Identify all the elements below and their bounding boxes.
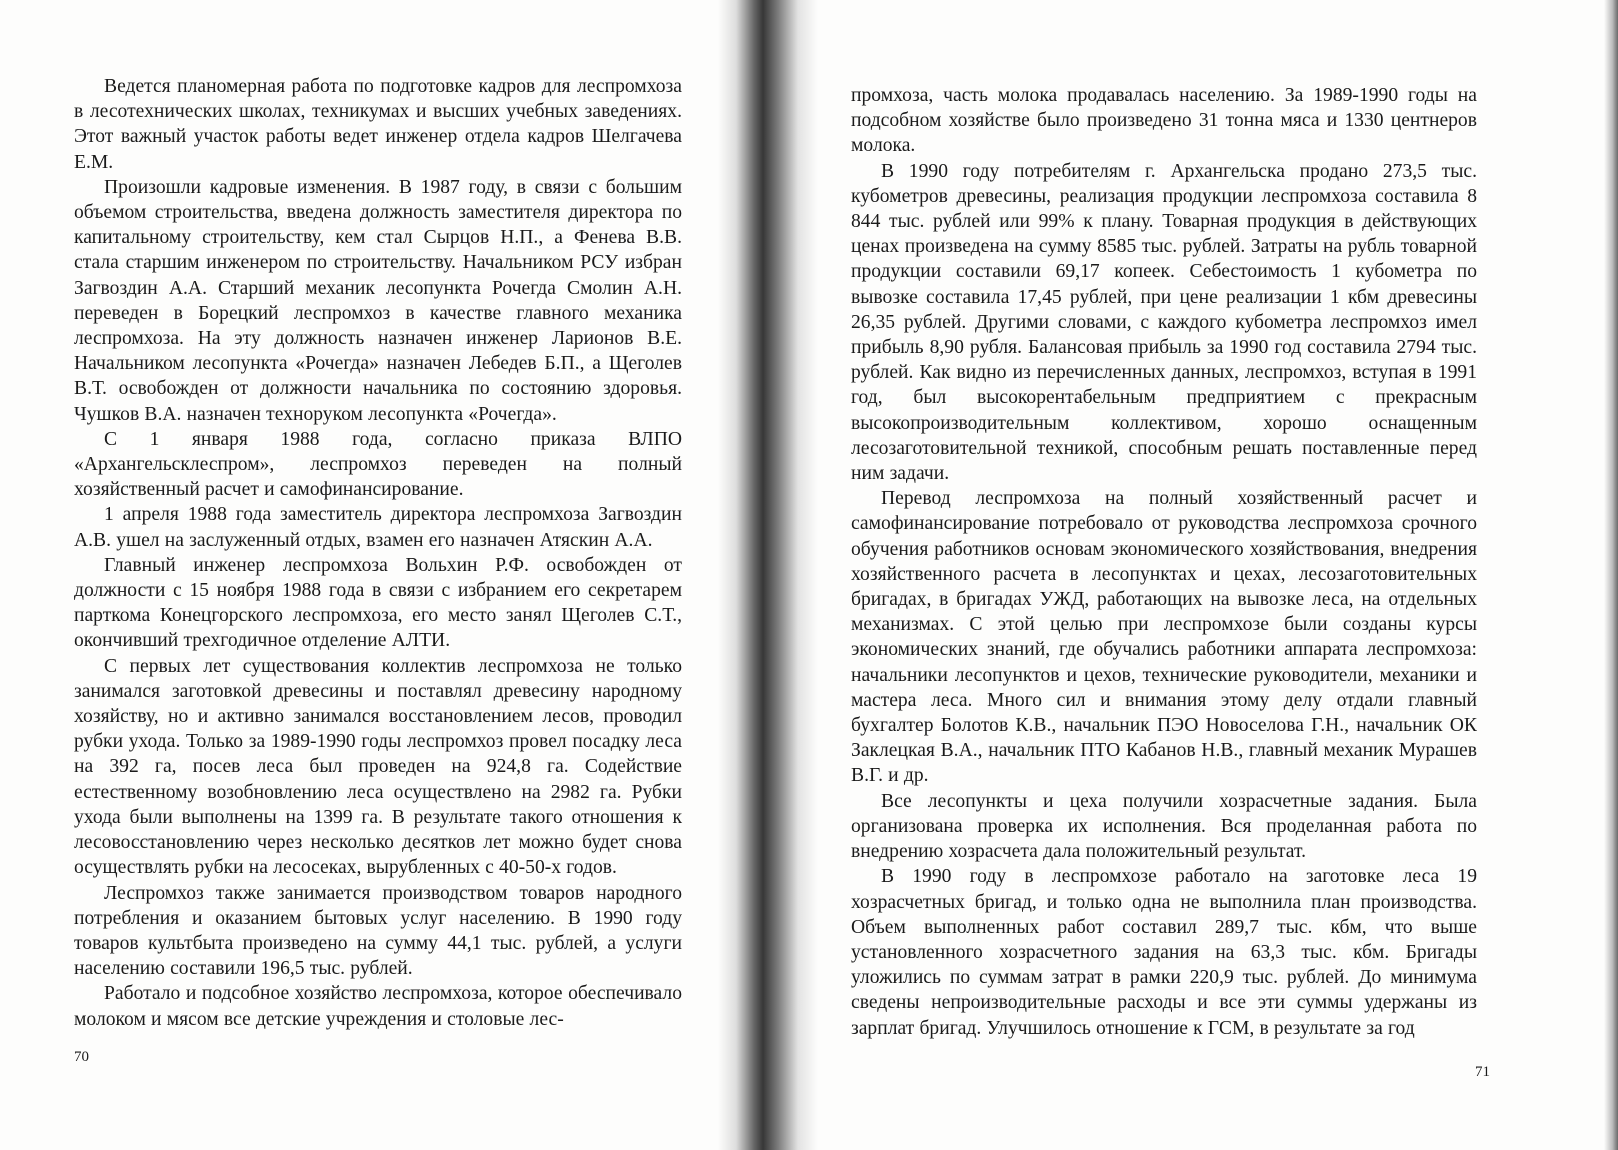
paragraph: промхоза, часть молока продавалась населению. За 1989-1990 годы на подсобном хозяйстве было произведено 31 тонна мяса и 1330 центнеров молока.	[851, 85, 1477, 157]
paragraph: Ведется планомерная работа по подготовке кадров для леспромхоза в лесотехнических школах, техникумах и высших учебных заведениях. Этот важный участок работы ведет инженер отдела кадров Шелгачева Е.М.	[74, 76, 682, 173]
left-page	[0, 0, 760, 1150]
page-number-left: 70	[74, 1049, 89, 1065]
paragraph: Леспромхоз также занимается производством товаров народного потребления и оказанием бытовых услуг населению. В 1990 году товаров культбыта произведено на сумму 44,1 тыс. рублей, а услуги населению составили 196,5 тыс. рублей.	[74, 882, 682, 980]
book-gutter-shadow	[718, 0, 818, 1150]
page-edge-shadow	[1604, 0, 1618, 1150]
paragraph: 1 апреля 1988 года заместитель директора леспромхоза Загвоздин А.В. ушел на заслуженный отдых, взамен его назначен Атяскин А.А.	[74, 504, 682, 551]
page-number-right: 71	[1475, 1064, 1490, 1080]
left-page-text	[74, 74, 682, 1032]
paragraph: Все лесопункты и цеха получили хозрасчетные задания. Была организована проверка их исполнения. Вся проделанная работа по внедрению хозрасчета дала положительный результат.	[851, 790, 1477, 863]
paragraph: В 1990 году в леспромхозе работало на заготовке леса 19 хозрасчетных бригад, и только одна не выполнила план производства. Объем выполненных работ составил 289,7 тыс. кбм, что выше установленного хозрасчетного задания на 63,3 тыс. кбм. Бригады уложились по суммам затрат в рамки 220,9 тыс. рублей. До минимума сведены непроизводительные расходы и все эти суммы удержаны из зарплат бригад. Улучшилось отношение к ГСМ, в результате за год	[851, 866, 1477, 1039]
paragraph: Перевод леспромхоза на полный хозяйственный расчет и самофинансирование потребовало от руководства леспромхоза срочного обучения работников основам экономического хозяйствования, внедрения хозяйственного расчета в лесопунктах и цехах, лесозаготовительных бригадах, в бригадах УЖД, работающих на вывозке леса, на отдельных механизмах. С этой целью при леспромхозе были созданы курсы экономических знаний, где обучались работники аппарата леспромхоза: начальники лесопунктов и цехов, технические руководители, механики и мастера леса. Много сил и внимания этому делу отдали главный бухгалтер Болотов К.В., начальник ПЭО Новоселова Г.Н., начальник ОК Заклецкая В.А., начальник ПТО Кабанов Н.В., главный механик Мурашев В.Г. и др.	[851, 488, 1477, 787]
paragraph: С 1 января 1988 года, согласно приказа ВЛПО «Архангельсклеспром», леспромхоз переведен на полный хозяйственный расчет и самофинансирование.	[74, 428, 682, 501]
paragraph: С первых лет существования коллектив леспромхоза не только занимался заготовкой древесины и поставлял древесину народному хозяйству, но и активно занимался восстановлением лесов, проводил рубки ухода. Только за 1989-1990 годы леспромхоз провел посадку леса на 392 га, посев леса был проведен на 924,8 га. Содействие естественному возобновлению леса осуществлено на 2982 га. Рубки ухода были выполнены на 1399 га. В результате такого отношения к лесовосстановлению через несколько десятков лет можно будет снова осуществлять рубки на лесосеках, вырубленных с 40-50-х годов.	[74, 655, 682, 879]
paragraph: Работало и подсобное хозяйство леспромхоза, которое обеспечивало молоком и мясом все детские учреждения и столовые лес-	[74, 983, 682, 1030]
paragraph: В 1990 году потребителям г. Архангельска продано 273,5 тыс. кубометров древесины, реализация продукции леспромхоза составила 8 844 тыс. рублей или 99% к плану. Товарная продукция в действующих ценах произведена на сумму 8585 тыс. рублей. Затраты на рубль товарной продукции составили 69,17 копеек. Себестоимость 1 кубометра по вывозке составила 17,45 рублей, при цене реализации 1 кбм древесины 26,35 рублей. Другими словами, с каждого кубометра леспромхоз имел прибыль 8,90 рубля. Балансовая прибыль за 1990 год составила 2794 тыс. рублей. Как видно из перечисленных данных, леспромхоз, вступая в 1991 год, был высокорентабельным предприятием с прекрасным высокопроизводительным коллективом, хорошо оснащенным лесозаготовительной техникой, способным решать поставленные перед ним задачи.	[851, 160, 1477, 485]
paragraph: Произошли кадровые изменения. В 1987 году, в связи с большим объемом строительства, введена должность заместителя директора по капитальному строительству, кем стал Сырцов Н.П., а Фенева В.В. стала старшим инженером по строительству. Начальником РСУ избран Загвоздин А.А. Старший механик лесопункта Рочегда Смолин А.Н. переведен в Борецкий леспромхоз в качестве главного механика леспромхоза. На эту должность назначен инженер Ларионов В.Е. Начальником лесопункта «Рочегда» назначен Лебедев Б.П., а Щеголев В.Т. освобожден от должности начальника по состоянию здоровья. Чушков В.А. назначен техноруком лесопункта «Рочегда».	[74, 176, 682, 425]
right-page	[760, 0, 1618, 1150]
paragraph: Главный инженер леспромхоза Вольхин Р.Ф. освобожден от должности с 15 ноября 1988 года в связи с избранием его секретарем парткома Конецгорского леспромхоза, его место занял Щеголев С.Т., окончивший трехгодичное отделение АЛТИ.	[74, 554, 682, 652]
right-page-text	[851, 83, 1477, 1041]
